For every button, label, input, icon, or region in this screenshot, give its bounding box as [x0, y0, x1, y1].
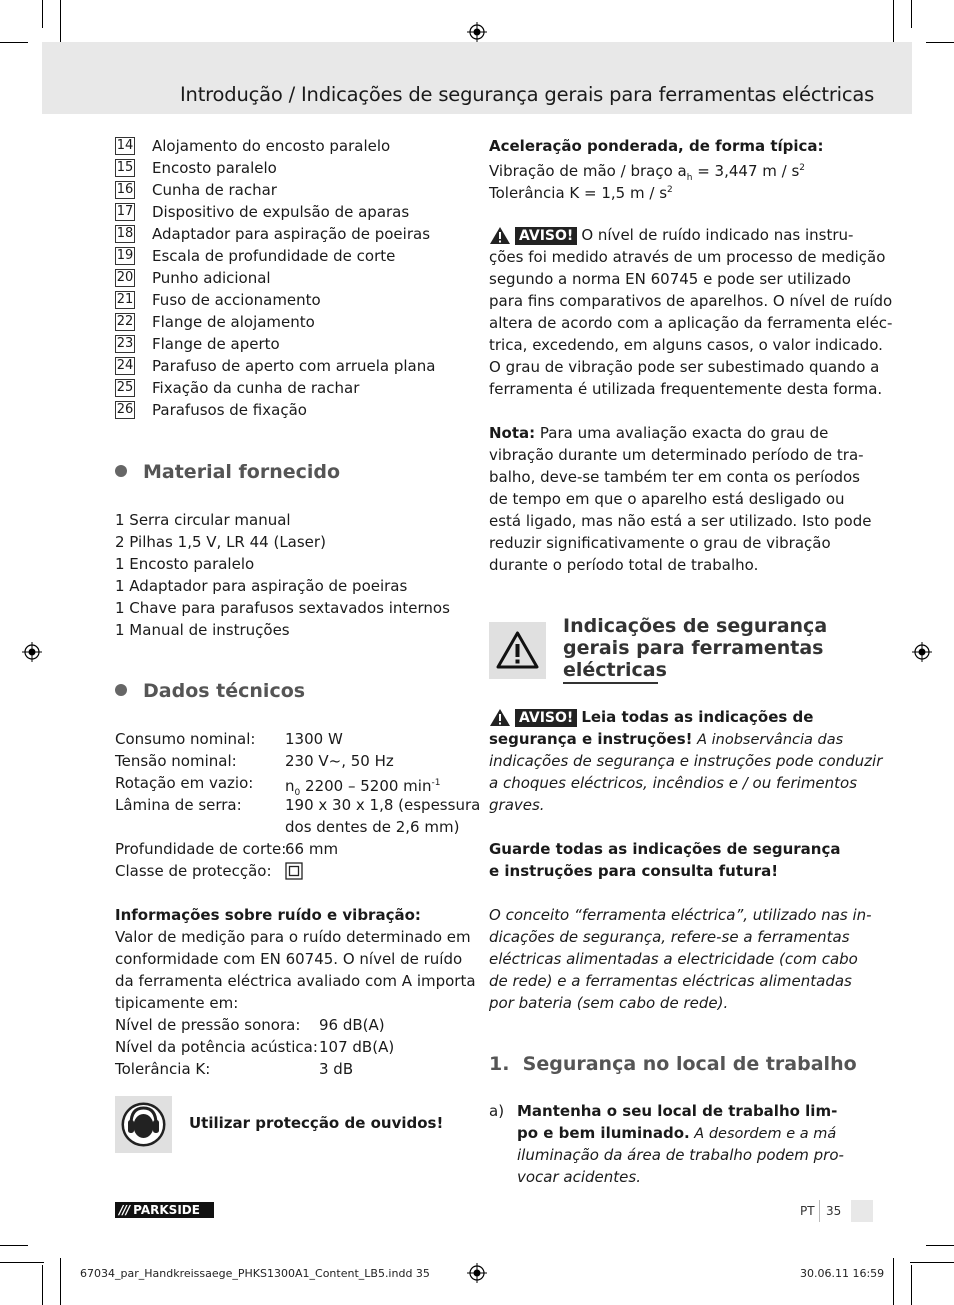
tech-value: 230 V~, 50 Hz: [285, 752, 394, 770]
list-item: 25 Fixação da cunha de rachar: [116, 379, 360, 397]
warning-text: graves.: [489, 796, 545, 814]
tolerance-line: Tolerância K = 1,5 m / $s^2$: [489, 184, 673, 202]
item-letter: a): [489, 1102, 505, 1120]
tech-label: Classe de protecção:: [115, 862, 272, 880]
noise-heading: Informações sobre ruído e vibração:: [115, 906, 421, 924]
vibration-line: Vibração de mão / braço $a_h = 3,447$ m / $s^2$: [489, 162, 806, 183]
section-heading-tech: Dados técnicos: [115, 680, 305, 702]
tech-value: 190 x 30 x 1,8 (espessura: [285, 796, 481, 814]
crop-mark: [42, 1265, 43, 1305]
crop-mark: [0, 1262, 44, 1263]
noise-text: tipicamente em:: [115, 994, 239, 1012]
workplace-text: Mantenha o seu local de trabalho lim-: [517, 1102, 838, 1120]
registration-mark-icon: [467, 22, 487, 42]
slug-filename: 67034_par_Handkreissaege_PHKS1300A1_Content_LB5.indd 35: [80, 1267, 430, 1280]
list-item: 24 Parafuso de aperto com arruela plana: [116, 357, 436, 375]
warning-text: para fins comparativos de aparelhos. O nível de ruído: [489, 292, 893, 310]
heading-underline: [563, 682, 658, 684]
concept-text: O conceito “ferramenta eléctrica”, utilizado nas in-: [489, 906, 872, 924]
note-line: Nota: Para uma avaliação exacta do grau de: [489, 424, 829, 442]
workplace-text: iluminação da área de trabalho podem pro-: [517, 1146, 844, 1164]
warning-text: indicações de segurança e instruções pode conduzir: [489, 752, 883, 770]
warning-text: altera de acordo com a aplicação da ferramenta eléc-: [489, 314, 893, 332]
tech-label: Lâmina de serra:: [115, 796, 242, 814]
warning-triangle-icon: [489, 708, 511, 727]
concept-text: eléctricas alimentadas a electricidade (com cabo: [489, 950, 858, 968]
concept-text: dicações de segurança, refere-se a ferramentas: [489, 928, 850, 946]
crop-mark: [911, 1265, 912, 1305]
note-text: de tempo em que o aparelho está desligado ou: [489, 490, 845, 508]
protection-class-ii-icon: [285, 862, 303, 880]
crop-mark: [893, 1258, 894, 1305]
material-item: 1 Encosto paralelo: [115, 555, 255, 573]
list-item: 18 Adaptador para aspiração de poeiras: [116, 225, 431, 243]
concept-text: por bateria (sem cabo de rede).: [489, 994, 729, 1012]
tech-label: Tensão nominal:: [115, 752, 237, 770]
tech-label: Consumo nominal:: [115, 730, 256, 748]
tech-value: $n_0$ 2200 – 5200 $\min^{-1}$: [285, 777, 441, 798]
noise-text: conformidade com EN 60745. O nível de ruído: [115, 950, 463, 968]
keep-instructions: e instruções para consulta futura!: [489, 862, 779, 880]
crop-mark: [60, 1258, 61, 1305]
noise-value: 3 dB: [319, 1060, 354, 1078]
warning-text: trica, excedendo, em alguns casos, o valor indicado.: [489, 336, 883, 354]
warning-text: ções foi medido através de um processo de medição: [489, 248, 886, 266]
brand-slashes-icon: ///: [119, 1203, 130, 1217]
noise-text: Valor de medição para o ruído determinado em: [115, 928, 471, 946]
list-item: 23 Flange de aperto: [116, 335, 280, 353]
crop-mark: [911, 0, 912, 28]
list-item: 16 Cunha de rachar: [116, 181, 277, 199]
list-item: 15 Encosto paralelo: [116, 159, 277, 177]
safety-heading: Indicações de segurança: [563, 615, 828, 637]
brand-logo: /// PARKSIDE: [115, 1202, 214, 1218]
noise-label: Nível de pressão sonora:: [115, 1016, 301, 1034]
list-item: 22 Flange de alojamento: [116, 313, 315, 331]
list-item: 21 Fuso de accionamento: [116, 291, 321, 309]
crop-mark: [926, 42, 954, 43]
page-tab: [851, 1200, 873, 1222]
noise-label: Tolerância K:: [115, 1060, 211, 1078]
warning-text: a choques eléctricos, incêndios e / ou ferimentos: [489, 774, 858, 792]
workplace-text: po e bem iluminado. A desordem e a má: [517, 1124, 837, 1142]
workplace-text: vocar acidentes.: [517, 1168, 641, 1186]
note-text: reduzir significativamente o grau de vibração: [489, 534, 831, 552]
tech-value: 1300 W: [285, 730, 343, 748]
noise-text: da ferramenta eléctrica avaliado com A importa: [115, 972, 476, 990]
list-item: 17 Dispositivo de expulsão de aparas: [116, 203, 410, 221]
tech-value: 66 mm: [285, 840, 339, 858]
note-text: está ligado, mas não está a ser utilizado. Isto pode: [489, 512, 872, 530]
noise-value: 96 dB(A): [319, 1016, 385, 1034]
material-item: 1 Manual de instruções: [115, 621, 290, 639]
material-item: 1 Chave para parafusos sextavados internos: [115, 599, 450, 617]
keep-instructions: Guarde todas as indicações de segurança: [489, 840, 841, 858]
noise-label: Nível da potência acústica:: [115, 1038, 318, 1056]
language-code: PT: [800, 1204, 815, 1218]
note-text: durante o período total de trabalho.: [489, 556, 759, 574]
tech-label: Profundidade de corte:: [115, 840, 287, 858]
registration-mark-icon: [22, 642, 42, 662]
noise-value: 107 dB(A): [319, 1038, 395, 1056]
ear-protection-box: [115, 1096, 172, 1153]
safety-heading: gerais para ferramentas: [563, 637, 824, 659]
list-item: 26 Parafusos de fixação: [116, 401, 307, 419]
tech-value: dos dentes de 2,6 mm): [285, 818, 460, 836]
aviso-badge: AVISO!: [515, 227, 577, 245]
list-item: 19 Escala de profundidade de corte: [116, 247, 396, 265]
list-item: 14 Alojamento do encosto paralelo: [116, 137, 391, 155]
material-item: 1 Adaptador para aspiração de poeiras: [115, 577, 408, 595]
ear-protection-icon: [115, 1096, 172, 1153]
material-item: 1 Serra circular manual: [115, 511, 291, 529]
crop-mark: [926, 1245, 954, 1246]
note-text: vibração durante um determinado período de tra-: [489, 446, 864, 464]
page-number: 35: [826, 1204, 842, 1218]
footer-divider: [819, 1200, 820, 1222]
section-heading-material: Material fornecido: [115, 461, 340, 483]
section-heading-workplace: 1. Segurança no local de trabalho: [489, 1053, 857, 1075]
material-item: 2 Pilhas 1,5 V, LR 44 (Laser): [115, 533, 326, 551]
warning-block: AVISO! O nível de ruído indicado nas instru-: [489, 224, 853, 246]
concept-text: de rede) e a ferramentas eléctricas alimentadas: [489, 972, 852, 990]
crop-mark: [910, 1262, 954, 1263]
aviso-badge: AVISO!: [515, 709, 577, 727]
bullet-icon: [115, 465, 127, 477]
crop-mark: [0, 1245, 28, 1246]
warning-triangle-icon: [489, 226, 511, 245]
crop-mark: [60, 0, 61, 48]
vibration-heading: Aceleração ponderada, de forma típica:: [489, 137, 824, 155]
warning-block: AVISO! Leia todas as indicações de: [489, 706, 813, 728]
warning-text: O grau de vibração pode ser subestimado quando a: [489, 358, 880, 376]
note-text: balho, deve-se também ter em conta os períodos: [489, 468, 860, 486]
crop-mark: [893, 0, 894, 48]
safety-warning-box: [489, 622, 546, 679]
ear-protection-text: Utilizar protecção de ouvidos!: [189, 1114, 444, 1132]
tech-label: Rotação em vazio:: [115, 774, 254, 792]
warning-triangle-icon: [489, 622, 546, 679]
crop-mark: [0, 42, 28, 43]
safety-heading: eléctricas: [563, 659, 667, 681]
crop-mark: [42, 0, 43, 28]
registration-mark-icon: [467, 1263, 487, 1283]
page-title: Introdução / Indicações de segurança gerais para ferramentas eléctricas: [180, 83, 875, 106]
warning-text: ferramenta é utilizada frequentemente desta forma.: [489, 380, 883, 398]
list-item: 20 Punho adicional: [116, 269, 271, 287]
warning-text: segurança e instruções! A inobservância das: [489, 730, 844, 748]
registration-mark-icon: [912, 642, 932, 662]
bullet-icon: [115, 684, 127, 696]
slug-date: 30.06.11 16:59: [800, 1267, 885, 1280]
warning-text: segundo a norma EN 60745 e pode ser utilizado: [489, 270, 851, 288]
